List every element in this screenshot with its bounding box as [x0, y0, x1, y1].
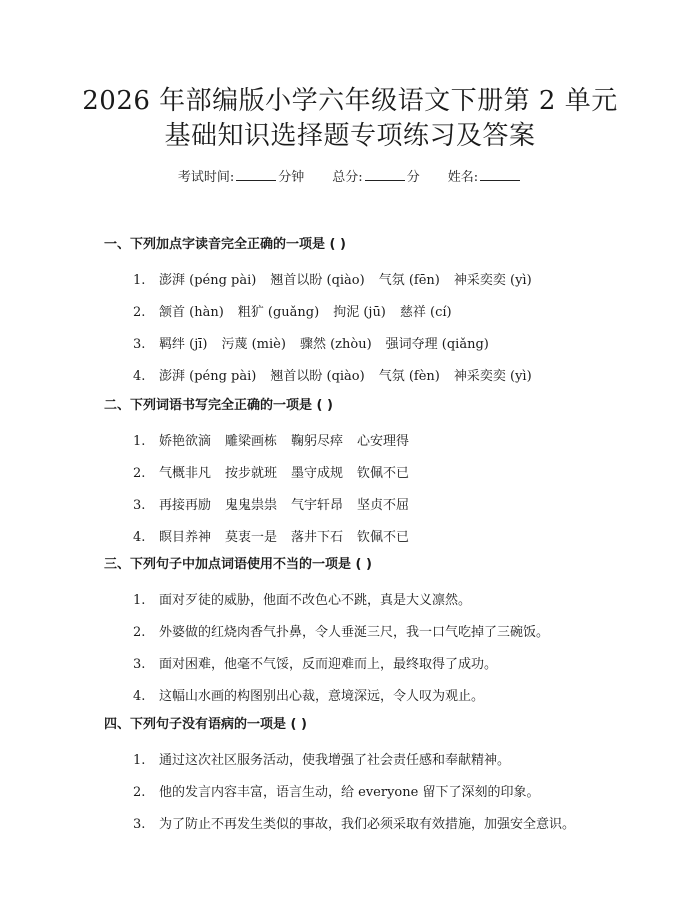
option-number: 3. — [133, 817, 146, 832]
option-text: 神采奕奕 (yì) — [453, 369, 532, 384]
option-text: 这幅山水画的构图别出心裁，意境深远，令人叹为观止。 — [159, 689, 485, 704]
option-text: 澎湃 (péng pài) — [159, 369, 257, 384]
page-title-line-2: 基础知识选择题专项练习及答案 — [164, 121, 536, 151]
option-number: 4. — [133, 530, 146, 545]
option-number: 1. — [133, 273, 146, 288]
option-text: 羁绊 (jī) — [159, 337, 208, 352]
option-text: 气概非凡 — [159, 466, 212, 481]
option-text: 神采奕奕 (yì) — [453, 273, 532, 288]
option-text: 翘首以盼 (qiào) — [270, 369, 365, 384]
option-number: 2. — [133, 625, 146, 640]
option-text: 钦佩不已 — [357, 530, 410, 545]
total-score-label: 总分: — [332, 170, 363, 185]
answer-option[interactable] — [133, 301, 466, 320]
question-title: 四、下列句子没有语病的一项是 ( ) — [104, 717, 307, 732]
option-number: 3. — [133, 337, 146, 352]
option-text: 拘泥 (jū) — [333, 305, 386, 320]
answer-option[interactable] — [133, 269, 546, 288]
option-number: 4. — [133, 689, 146, 704]
answer-option[interactable] — [133, 365, 546, 384]
option-text: 瞑目养神 — [159, 530, 212, 545]
option-number: 3. — [133, 657, 146, 672]
option-text: 娇艳欲滴 — [159, 434, 212, 449]
exam-time-field — [178, 166, 304, 185]
option-text: 为了防止不再发生类似的事故，我们必须采取有效措施，加强安全意识。 — [159, 817, 576, 832]
option-number: 1. — [133, 593, 146, 608]
option-text: 墨守成规 — [291, 466, 344, 481]
option-number: 4. — [133, 369, 146, 384]
option-text: 澎湃 (péng pài) — [159, 273, 257, 288]
exam-time-label: 考试时间: — [177, 170, 235, 185]
option-text: 污蔑 (miè) — [221, 337, 286, 352]
answer-option[interactable] — [133, 494, 423, 513]
answer-option[interactable] — [133, 781, 553, 800]
option-text: 面对困难，他毫不气馁，反而迎难而上，最终取得了成功。 — [159, 657, 498, 672]
option-text: 鬼鬼祟祟 — [225, 498, 278, 513]
answer-option[interactable] — [133, 333, 503, 352]
answer-option[interactable] — [133, 526, 423, 545]
student-name-blank[interactable] — [480, 168, 520, 181]
answer-option[interactable] — [133, 653, 511, 672]
option-text: 再接再励 — [159, 498, 212, 513]
option-text: 通过这次社区服务活动，使我增强了社会责任感和奉献精神。 — [159, 753, 511, 768]
option-text: 气宇轩昂 — [291, 498, 344, 513]
option-text: 坚贞不屈 — [357, 498, 410, 513]
question-title: 一、下列加点字读音完全正确的一项是 ( ) — [104, 237, 346, 252]
total-score-unit: 分 — [406, 170, 420, 185]
student-name-field — [448, 166, 522, 185]
option-number: 2. — [133, 785, 146, 800]
option-text: 鞠躬尽瘁 — [291, 434, 344, 449]
option-text: 心安理得 — [357, 434, 410, 449]
answer-option[interactable] — [133, 589, 485, 608]
option-text: 面对歹徒的威胁，他面不改色心不跳，真是大义凛然。 — [159, 593, 472, 608]
answer-option[interactable] — [133, 430, 423, 449]
total-score-field — [332, 166, 419, 185]
option-number: 2. — [133, 466, 146, 481]
option-number: 2. — [133, 305, 146, 320]
option-text: 钦佩不已 — [357, 466, 410, 481]
exam-meta — [0, 166, 700, 185]
option-text: 外婆做的红烧肉香气扑鼻，令人垂涎三尺，我一口气吃掉了三碗饭。 — [159, 625, 550, 640]
answer-option[interactable] — [133, 621, 563, 640]
option-text: 颔首 (hàn) — [159, 305, 224, 320]
option-number: 1. — [133, 434, 146, 449]
student-name-label: 姓名: — [447, 170, 479, 185]
option-text: 粗犷 (guǎng) — [237, 305, 320, 320]
option-text: 翘首以盼 (qiào) — [270, 273, 365, 288]
option-text: 雕梁画栋 — [225, 434, 278, 449]
option-text: 他的发言内容丰富，语言生动，给 everyone 留下了深刻的印象。 — [159, 785, 540, 800]
option-text: 按步就班 — [225, 466, 278, 481]
option-text: 气氛 (fēn) — [378, 273, 440, 288]
option-text: 骤然 (zhòu) — [299, 337, 372, 352]
option-text: 慈祥 (cí) — [399, 305, 452, 320]
option-text: 强词夺理 (qiǎng) — [385, 337, 489, 352]
option-number: 1. — [133, 753, 146, 768]
answer-option[interactable] — [133, 685, 498, 704]
option-text: 气氛 (fèn) — [378, 369, 440, 384]
answer-option[interactable] — [133, 462, 423, 481]
answer-option[interactable] — [133, 813, 589, 832]
exam-time-unit: 分钟 — [278, 170, 305, 185]
option-number: 3. — [133, 498, 146, 513]
question-title: 三、下列句子中加点词语使用不当的一项是 ( ) — [104, 557, 372, 572]
option-text: 落井下石 — [291, 530, 344, 545]
question-title: 二、下列词语书写完全正确的一项是 ( ) — [104, 398, 333, 413]
exam-time-blank[interactable] — [236, 168, 276, 181]
option-text: 莫衷一是 — [225, 530, 278, 545]
answer-option[interactable] — [133, 749, 524, 768]
page-title-line-1: 2026 年部编版小学六年级语文下册第 2 单元 — [82, 86, 618, 116]
total-score-blank[interactable] — [365, 168, 405, 181]
